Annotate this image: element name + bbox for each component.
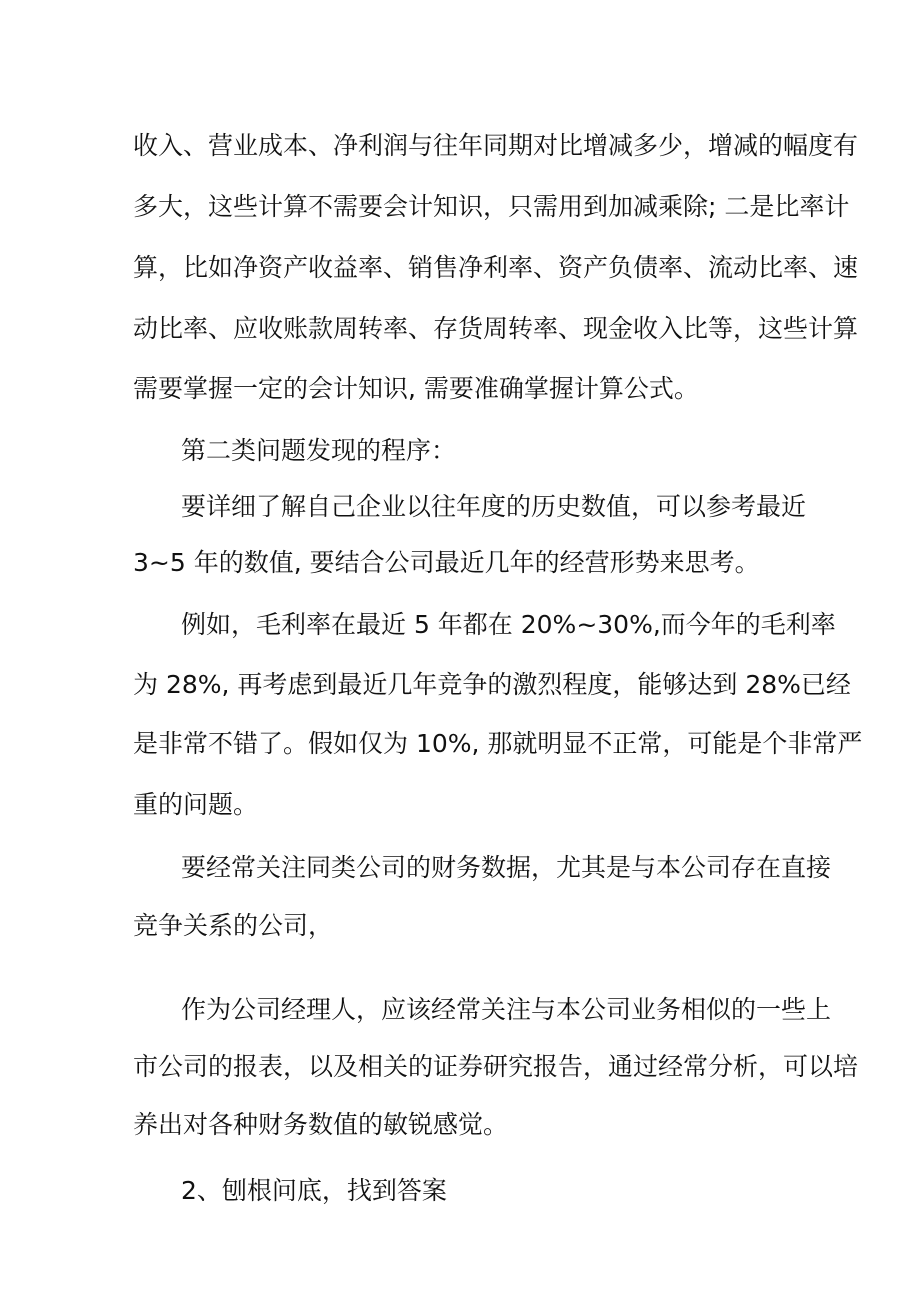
- text-line: 作为公司经理人，应该经常关注与本公司业务相似的一些上: [181, 995, 832, 1024]
- text-line: 重的问题。: [133, 790, 259, 819]
- text-line: 要经常关注同类公司的财务数据，尤其是与本公司存在直接: [181, 853, 832, 882]
- text-line: 例如，毛利率在最近 5 年都在 20%~30%,而今年的毛利率: [181, 610, 836, 639]
- text-line: 为 28%, 再考虑到最近几年竞争的激烈程度，能够达到 28%已经: [133, 670, 851, 699]
- text-line: 竞争关系的公司，: [133, 911, 334, 940]
- section-heading: 第二类问题发现的程序：: [181, 436, 457, 465]
- text-line: 需要掌握一定的会计知识, 需要准确掌握计算公式。: [133, 374, 699, 403]
- text-line: 算，比如净资产收益率、销售净利率、资产负债率、流动比率、速: [133, 253, 859, 282]
- text-line: 是非常不错了。假如仅为 10%, 那就明显不正常，可能是个非常严: [133, 729, 863, 758]
- text-line: 市公司的报表，以及相关的证券研究报告，通过经常分析，可以培: [133, 1052, 859, 1081]
- text-line: 养出对各种财务数值的敏锐感觉。: [133, 1110, 509, 1139]
- section-heading: 2、刨根问底，找到答案: [181, 1176, 447, 1205]
- text-line: 动比率、应收账款周转率、存货周转率、现金收入比等，这些计算: [133, 314, 859, 343]
- text-line: 3~5 年的数值, 要结合公司最近几年的经营形势来思考。: [133, 548, 760, 577]
- text-line: 多大，这些计算不需要会计知识，只需用到加减乘除; 二是比率计: [133, 192, 850, 221]
- text-line: 要详细了解自己企业以往年度的历史数值，可以参考最近: [181, 492, 807, 521]
- text-line: 收入、营业成本、净利润与往年同期对比增减多少，增减的幅度有: [133, 131, 859, 160]
